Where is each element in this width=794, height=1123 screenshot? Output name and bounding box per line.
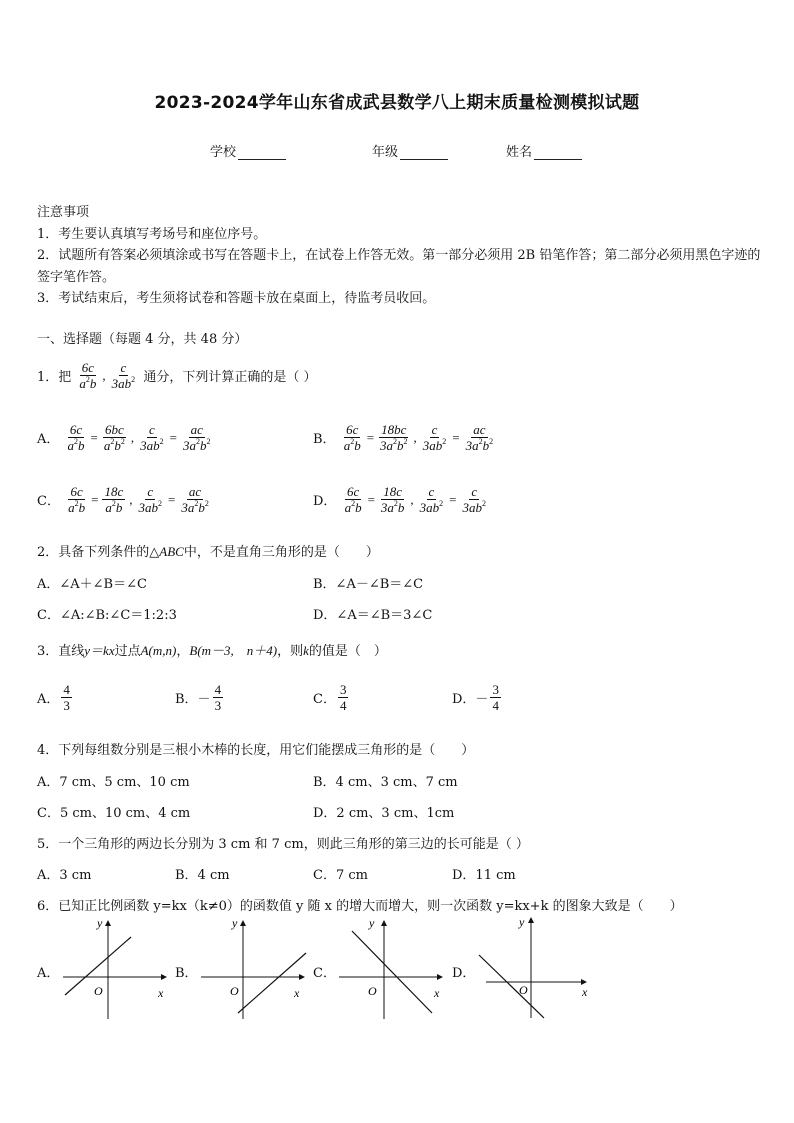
q3-option-b[interactable] (175, 682, 225, 713)
note-item: 1．考生要认真填写考场号和座位序号。 (37, 226, 267, 242)
option-label: A． (37, 692, 60, 707)
notes-block (37, 202, 762, 310)
q2-post: 中，不是直角三角形的是（ ） (183, 545, 379, 560)
question-3-stem (37, 640, 387, 659)
frac-num: 4 (63, 682, 70, 697)
option-label: B． (313, 432, 336, 447)
q1-option-d[interactable]: D． $\frac{6c}{a^2b}$ = $\frac{18c}{3a^2b}$ , $\frac{c}{3ab^2}$ = $\frac{c}{3ab^2}$ (313, 484, 487, 515)
graph-line (352, 931, 432, 1013)
x-axis-label: x (582, 985, 588, 999)
q2-pre: 2．具备下列条件的 (37, 545, 150, 560)
grade-label: 年级 (372, 145, 399, 160)
q6-graph-d[interactable] (474, 910, 598, 1022)
q3-point-b: B(m－3, n＋4) (189, 643, 278, 658)
frac-den: 4 (492, 698, 499, 713)
q3-post: ，则 (277, 644, 304, 659)
question-2-stem (37, 541, 379, 560)
grade-blank[interactable] (400, 145, 448, 160)
school-label: 学校 (210, 145, 237, 160)
q2-option-b[interactable]: B．∠A－∠B＝∠C (313, 577, 424, 592)
name-field[interactable] (506, 141, 582, 160)
q1-option-c[interactable]: C． $\frac{6c}{a^2b}$ = $\frac{18c}{a^2b}$ , $\frac{c}{3ab^2}$ = $\frac{ac}{3a^2b^2}$ (37, 484, 209, 515)
y-axis-label: y (232, 916, 238, 930)
q1-post: 通分，下列计算正确的是（ ） (143, 370, 317, 385)
q2-triangle: △ABC (149, 544, 184, 559)
graph-line (238, 953, 306, 1013)
option-label: B．－ (175, 692, 211, 707)
q4-option-a[interactable]: A．7 cm、5 cm、10 cm (37, 775, 190, 790)
frac-den: 3 (214, 698, 222, 713)
name-label: 姓名 (506, 145, 533, 160)
origin-label: O (368, 984, 377, 998)
option-label: C． (313, 692, 336, 707)
q2-option-c[interactable]: C．∠A:∠B:∠C＝1:2:3 (37, 608, 177, 623)
section-heading: 一、选择题（每题 4 分，共 48 分） (37, 332, 248, 347)
question-4-stem: 4．下列每组数分别是三根小木棒的长度，用它们能摆成三角形的是（ ） (37, 743, 475, 758)
question-6-stem: 6．已知正比例函数 y=kx（k≠0）的函数值 y 随 x 的增大而增大，则一次函数 y=kx+k 的图象大致是（ ） (37, 899, 683, 914)
name-blank[interactable] (534, 145, 582, 160)
school-blank[interactable] (238, 145, 286, 160)
origin-label: O (94, 984, 103, 998)
school-field[interactable] (210, 141, 286, 160)
q1-option-b[interactable]: B． $\frac{6c}{a^2b}$ = $\frac{18bc}{3a^2b^2}$ , $\frac{c}{3ab^2}$ = $\frac{ac}{3a^2b^2}$ (313, 422, 494, 453)
q6-graph-a[interactable] (58, 915, 178, 1025)
q3-comma: ， (176, 644, 190, 659)
q5-option-d[interactable]: D．11 cm (452, 868, 516, 883)
q3-option-a[interactable] (37, 682, 74, 713)
q5-option-a[interactable]: A．3 cm (37, 868, 92, 883)
q3-equation: y＝kx (84, 643, 115, 658)
q6-graph-b[interactable] (196, 915, 316, 1025)
frac-num: 3 (492, 682, 499, 697)
question-5-stem: 5．一个三角形的两边长分别为 3 cm 和 7 cm，则此三角形的第三边的长可能是（ ） (37, 837, 529, 852)
q5-option-c[interactable]: C．7 cm (313, 868, 368, 883)
question-1-stem: 1．把 $\frac{6c}{a^2b}$ , $\frac{c}{3ab^2}$ 通分，下列计算正确的是（ ） (37, 360, 317, 391)
option-label: C． (37, 494, 60, 509)
note-item: 2．试题所有答案必须填涂或书写在答题卡上，在试卷上作答无效。第一部分必须用 2B 铅笔作答；第二部分必须用黑色字迹的签字笔作答。 (37, 248, 761, 285)
x-axis-label: x (294, 986, 300, 1000)
q4-option-c[interactable]: C．5 cm、10 cm、4 cm (37, 806, 191, 821)
frac-num: 4 (214, 682, 222, 697)
y-axis-label: y (519, 915, 525, 929)
q4-option-b[interactable]: B．4 cm、3 cm、7 cm (313, 775, 458, 790)
q3-mid: 过点 (114, 644, 141, 659)
q1-option-a[interactable]: A． $\frac{6c}{a^2b}$ = $\frac{6bc}{a^2b^2}$ , $\frac{c}{3ab^2}$ = $\frac{ac}{3a^2b^2}$ (37, 422, 211, 453)
frac-den: 4 (339, 698, 347, 713)
q1-frac-2: $\frac{c}{3ab^2}$ (111, 360, 136, 391)
q6-option-b-label[interactable]: B． (175, 966, 198, 981)
option-label: D．－ (452, 692, 489, 707)
y-axis-label: y (369, 916, 375, 930)
q4-option-d[interactable]: D．2 cm、3 cm、1cm (313, 806, 455, 821)
q3-point-a: A(m,n) (140, 643, 177, 658)
q5-option-b[interactable]: B．4 cm (175, 868, 230, 883)
graph-line (479, 955, 544, 1018)
q3-option-d[interactable] (452, 682, 503, 713)
q6-graph-c[interactable] (334, 915, 454, 1025)
q2-option-d[interactable]: D．∠A＝∠B＝3∠C (313, 608, 433, 623)
q3-end: 的值是（ ） (308, 644, 387, 659)
origin-label: O (519, 983, 528, 997)
q3-pre: 3．直线 (37, 644, 85, 659)
grade-field[interactable] (372, 141, 448, 160)
q1-frac-1: $\frac{6c}{a^2b}$ (79, 360, 97, 391)
q1-pre: 1．把 (37, 370, 72, 385)
frac-num: 3 (339, 682, 347, 697)
option-label: A． (37, 432, 60, 447)
frac-den: 3 (63, 698, 70, 713)
note-item: 3．考试结束后，考生须将试卷和答题卡放在桌面上，待监考员收回。 (37, 291, 436, 306)
x-axis-label: x (158, 986, 164, 1000)
origin-label: O (230, 984, 239, 998)
x-axis-label: x (434, 986, 440, 1000)
q2-option-a[interactable]: A．∠A＋∠B＝∠C (37, 577, 147, 592)
notes-heading: 注意事项 (37, 205, 90, 220)
q3-option-c[interactable] (313, 682, 350, 713)
option-label: D． (313, 494, 337, 509)
q6-option-a-label[interactable]: A． (37, 966, 60, 981)
y-axis-label: y (97, 916, 103, 930)
q6-option-c-label[interactable]: C． (313, 966, 336, 981)
q3-k: k (303, 643, 309, 658)
page-title: 2023-2024学年山东省成武县数学八上期末质量检测模拟试题 (154, 93, 640, 113)
q6-option-d-label[interactable]: D． (452, 966, 476, 981)
